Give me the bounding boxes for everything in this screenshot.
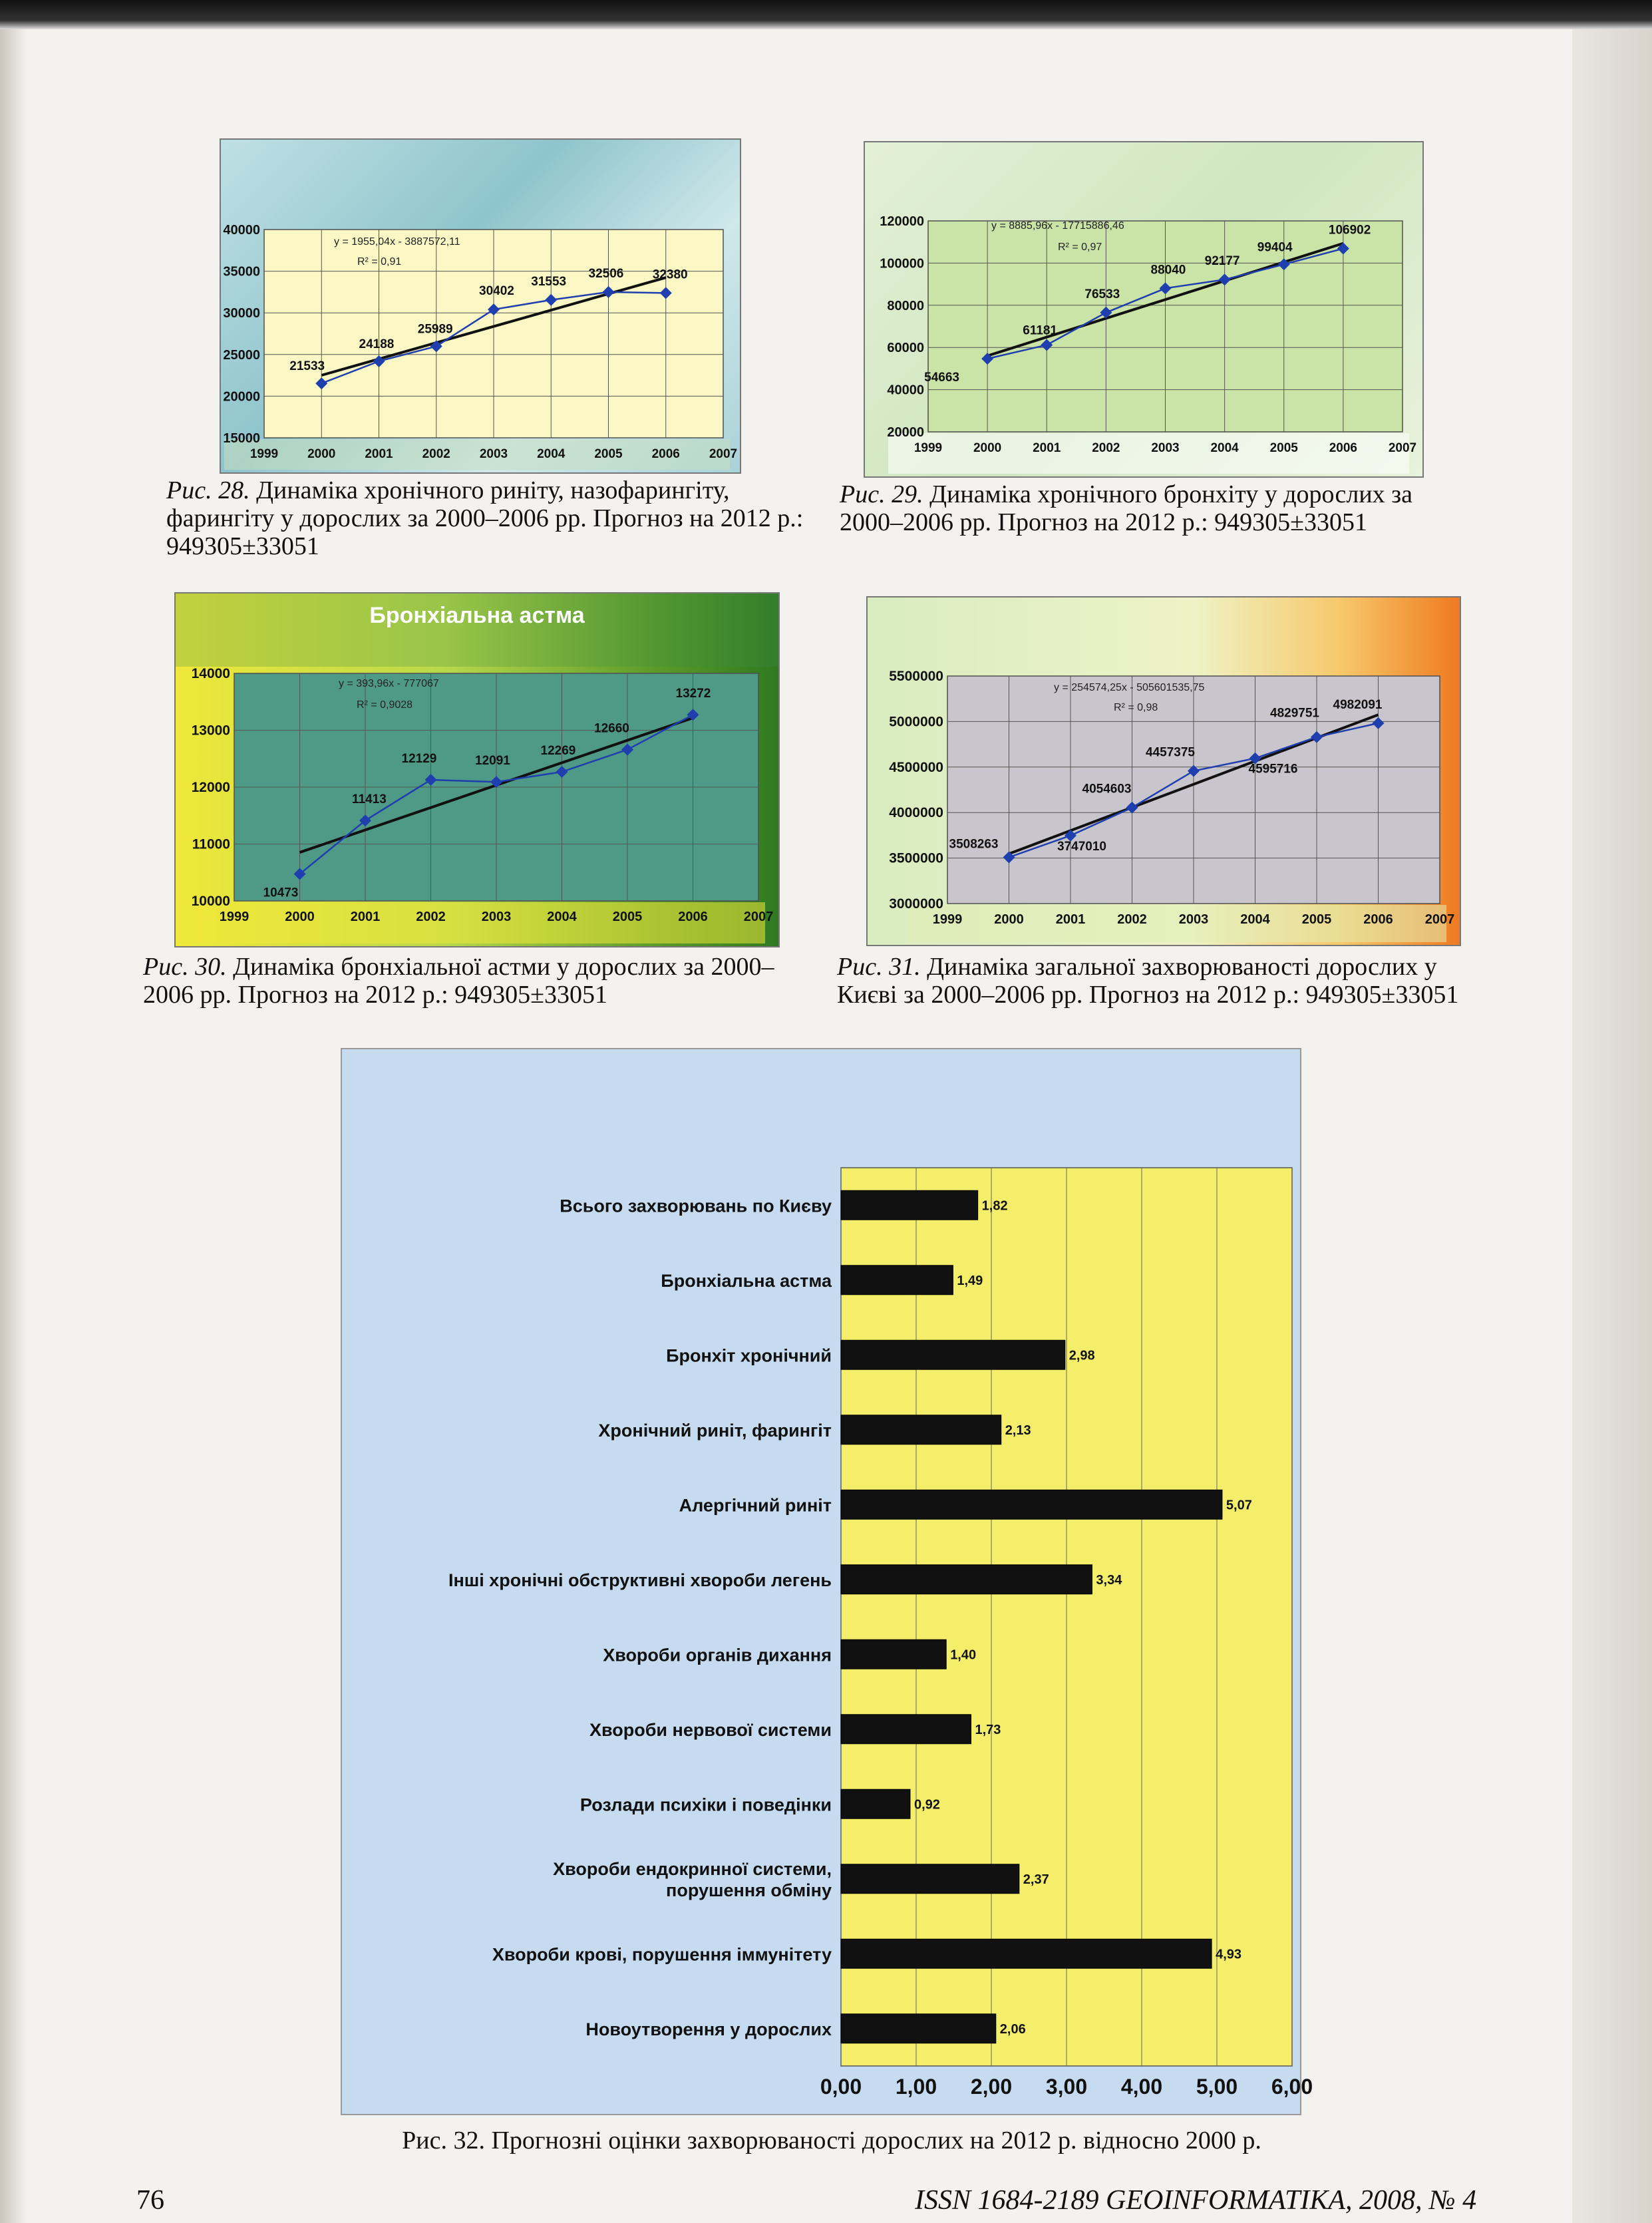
fig29-y-tick-label: 100000: [880, 256, 924, 271]
figure-31-number: Рис. 31.: [837, 953, 921, 981]
fig32-data-label: 3,34: [1096, 1572, 1122, 1588]
page-shadow-left: [0, 0, 27, 2223]
figure-31-caption: [837, 953, 1496, 1009]
fig31-data-label: 3508263: [949, 837, 999, 852]
figure-30-number: Рис. 30.: [143, 953, 227, 981]
fig28-y-tick-label: 30000: [223, 306, 260, 321]
fig32-category-label: Хвороби нервової системи: [589, 1719, 832, 1740]
fig31-data-label: 4595716: [1248, 762, 1298, 776]
fig31-x-tick-label: 2005: [1301, 912, 1332, 927]
fig28-data-label: 24188: [359, 337, 395, 351]
figure-30-caption: [143, 953, 802, 1009]
fig32-category-label: Розлади психіки і поведінки: [579, 1795, 832, 1815]
fig30-svg: [176, 594, 778, 946]
fig28-trend-r2: R² = 0,91: [357, 256, 402, 267]
scan-top-edge: [0, 0, 1652, 29]
fig29-data-label: 54663: [924, 371, 959, 385]
fig30-data-label: 11413: [352, 792, 387, 807]
fig32-category-label: Інші хронічні обструктивні хвороби легень: [448, 1570, 832, 1590]
fig28-data-label: 31553: [531, 274, 567, 289]
fig29-x-tick-label: 2005: [1269, 441, 1298, 455]
fig29-trend-equation: y = 8885,96x - 17715886,46: [991, 220, 1124, 232]
figure-29-chart: [864, 141, 1424, 478]
fig32-bar: [841, 1266, 953, 1295]
fig28-x-tick-label: 2004: [537, 447, 566, 461]
fig31-y-tick-label: 5000000: [889, 714, 943, 730]
fig32-x-tick-label: 6,00: [1271, 2075, 1313, 2099]
fig29-y-tick-label: 120000: [880, 214, 924, 229]
fig30-trend-equation: y = 393,96x - 777067: [339, 678, 439, 689]
fig32-data-label: 5,07: [1226, 1498, 1252, 1513]
fig32-bar: [841, 1415, 1001, 1445]
fig31-data-label: 4457375: [1146, 745, 1195, 760]
fig29-x-tick-label: 2007: [1388, 441, 1417, 455]
fig30-x-tick-label: 2001: [350, 910, 381, 924]
fig32-data-label: 1,82: [981, 1198, 1008, 1214]
fig32-data-label: 2,13: [1005, 1423, 1031, 1438]
page-number: 76: [136, 2185, 164, 2216]
fig32-category-label: Всього захворювань по Києву: [560, 1196, 832, 1216]
fig30-x-tick-label: 2002: [416, 910, 446, 924]
figure-30-text: Динаміка бронхіальної астми у дорослих за 2000–2006 рр. Прогноз на 2012 р.: 949305±33051: [143, 953, 774, 1009]
fig30-x-tick-label: 2000: [285, 910, 315, 924]
journal-footer: ISSN 1684-2189 GEOINFORMATIKA, 2008, № 4: [915, 2185, 1477, 2216]
fig30-data-label: 10473: [263, 886, 299, 900]
fig30-data-label: 12091: [475, 754, 510, 769]
fig28-data-label: 25989: [417, 322, 453, 337]
figure-29-number: Рис. 29.: [840, 480, 923, 508]
fig28-data-label: 32380: [652, 267, 688, 282]
fig28-data-label: 21533: [289, 359, 325, 374]
fig32-bar: [841, 1190, 978, 1220]
figure-31-text: Динаміка загальної захворюваності дорослих у Києві за 2000–2006 рр. Прогноз на 2012 р.: 949305±33051: [837, 953, 1459, 1009]
fig29-x-tick-label: 2002: [1092, 441, 1120, 455]
fig29-x-tick-label: 2006: [1329, 441, 1358, 455]
figure-32-chart: [341, 1048, 1313, 2115]
fig30-data-label: 12660: [594, 721, 629, 736]
fig31-data-label: 3747010: [1057, 839, 1106, 854]
fig30-y-tick-label: 14000: [191, 666, 230, 681]
fig32-data-label: 1,73: [975, 1722, 1001, 1737]
fig32-x-tick-label: 1,00: [895, 2075, 937, 2099]
fig28-data-label: 30402: [479, 284, 514, 299]
fig30-trend-r2: R² = 0,9028: [357, 699, 413, 711]
figure-28-caption: [166, 476, 805, 560]
fig31-svg: [868, 598, 1460, 945]
fig28-x-tick-label: 2002: [422, 447, 450, 461]
fig30-y-tick-label: 11000: [192, 836, 230, 852]
fig29-data-label: 92177: [1204, 254, 1240, 269]
figure-30-chart: [174, 592, 780, 947]
fig28-svg: [221, 140, 740, 472]
fig29-x-tick-label: 2001: [1033, 441, 1061, 455]
page-shadow-right: [1572, 0, 1652, 2223]
figure-28-chart: [220, 138, 741, 474]
fig28-x-tick-label: 2007: [709, 447, 738, 461]
fig31-x-tick-label: 1999: [932, 912, 963, 927]
fig32-bar: [841, 1864, 1019, 1894]
fig32-x-tick-label: 4,00: [1120, 2075, 1163, 2099]
figure-29-text: Динаміка хронічного бронхіту у дорослих за 2000–2006 рр. Прогноз на 2012 р.: 949305±33051: [840, 480, 1413, 536]
fig32-category-label: Хвороби органів дихання: [603, 1645, 832, 1665]
fig32-category-label: Новоутворення у дорослих: [585, 2019, 832, 2039]
fig30-data-label: 13272: [675, 687, 711, 701]
fig29-trend-r2: R² = 0,97: [1058, 242, 1102, 253]
fig32-x-tick-label: 3,00: [1045, 2075, 1088, 2099]
figure-32-text: Рис. 32. Прогнозні оцінки захворюваності дорослих на 2012 р. відносно 2000 р.: [402, 2127, 1261, 2154]
fig30-title: Бронхіальна астма: [369, 603, 585, 628]
fig32-bar: [841, 1789, 910, 1818]
fig32-bar: [841, 1340, 1065, 1369]
fig28-trend-equation: y = 1955,04x - 3887572,11: [334, 236, 460, 248]
fig29-x-tick-label: 2003: [1151, 441, 1180, 455]
fig29-x-tick-label: 2000: [973, 441, 1002, 455]
fig32-data-label: 2,06: [999, 2021, 1026, 2037]
fig29-data-label: 106902: [1328, 223, 1371, 238]
figure-32-caption: [359, 2127, 1304, 2154]
fig31-trend-r2: R² = 0,98: [1114, 702, 1158, 713]
fig32-bar: [841, 1715, 971, 1744]
fig32-bar: [841, 1490, 1222, 1519]
fig31-data-label: 4054603: [1082, 782, 1132, 796]
fig32-category-label: Бронхіт хронічний: [666, 1345, 832, 1366]
fig28-x-tick-label: 2003: [479, 447, 508, 461]
fig32-bar: [841, 1939, 1212, 1968]
fig31-x-tick-label: 2002: [1117, 912, 1147, 927]
fig30-y-tick-label: 10000: [191, 894, 230, 909]
fig28-y-tick-label: 15000: [223, 431, 260, 446]
fig31-x-tick-label: 2000: [994, 912, 1024, 927]
fig31-x-tick-label: 2003: [1178, 912, 1209, 927]
fig32-x-tick-label: 0,00: [820, 2075, 862, 2099]
fig29-y-tick-label: 20000: [887, 425, 924, 440]
fig29-data-label: 61181: [1023, 323, 1058, 338]
fig32-category-label: Бронхіальна астма: [661, 1270, 832, 1291]
fig31-x-tick-label: 2001: [1055, 912, 1086, 927]
fig29-data-label: 99404: [1257, 240, 1293, 255]
fig31-x-tick-label: 2004: [1240, 912, 1270, 927]
figure-29-caption: [840, 480, 1478, 536]
fig28-y-tick-label: 20000: [223, 389, 260, 405]
fig28-y-tick-label: 35000: [223, 264, 260, 279]
figure-31-chart: [866, 596, 1461, 946]
fig32-data-label: 1,40: [950, 1647, 977, 1663]
fig30-x-tick-label: 2003: [481, 910, 512, 924]
fig29-data-label: 76533: [1084, 287, 1120, 301]
fig31-data-label: 4982091: [1333, 697, 1383, 712]
fig32-category-label: порушення обміну: [666, 1880, 832, 1900]
fig32-bar: [841, 1639, 946, 1669]
fig30-x-tick-label: 2005: [612, 910, 643, 924]
fig31-y-tick-label: 3000000: [889, 896, 943, 912]
fig29-x-tick-label: 2004: [1210, 441, 1239, 455]
fig31-x-tick-label: 2007: [1424, 912, 1455, 927]
fig30-x-tick-label: 2007: [743, 910, 774, 924]
fig32-x-tick-label: 2,00: [970, 2075, 1013, 2099]
fig29-y-tick-label: 60000: [887, 341, 924, 356]
fig32-category-label: Алергічний риніт: [679, 1495, 832, 1516]
fig32-bar: [841, 1565, 1092, 1594]
fig28-x-tick-label: 2001: [365, 447, 393, 461]
fig32-category-label: Хвороби крові, порушення іммунітету: [492, 1944, 832, 1965]
fig31-trend-equation: y = 254574,25x - 505601535,75: [1054, 682, 1205, 693]
fig29-data-label: 88040: [1150, 263, 1186, 277]
fig30-x-tick-label: 2006: [678, 910, 708, 924]
fig32-data-label: 0,92: [913, 1797, 940, 1812]
fig28-y-tick-label: 25000: [223, 347, 260, 363]
fig30-y-tick-label: 12000: [191, 780, 230, 795]
fig30-y-tick-label: 13000: [191, 723, 230, 739]
figure-28-text: Динаміка хронічного риніту, назофарингіту, фарингіту у дорослих за 2000–2006 рр. Прогноз на 2012 р.: 949305±33051: [166, 476, 804, 560]
fig28-x-tick-label: 2005: [594, 447, 623, 461]
figure-28-number: Рис. 28.: [166, 476, 250, 504]
fig32-data-label: 2,98: [1069, 1348, 1095, 1363]
fig29-y-tick-label: 40000: [887, 383, 924, 398]
fig28-y-tick-label: 40000: [223, 223, 260, 238]
fig29-x-tick-label: 1999: [913, 441, 943, 455]
fig31-y-tick-label: 4500000: [889, 759, 943, 775]
fig32-data-label: 1,49: [957, 1273, 983, 1288]
fig32-data-label: 4,93: [1216, 1947, 1242, 1962]
fig30-data-label: 12269: [540, 744, 576, 759]
fig32-category-label: Хвороби ендокринної системи,: [553, 1858, 832, 1879]
fig30-x-tick-label: 1999: [219, 910, 249, 924]
fig28-data-label: 32506: [588, 266, 624, 281]
fig30-x-tick-label: 2004: [547, 910, 577, 924]
fig31-y-tick-label: 5500000: [889, 669, 943, 684]
fig29-y-tick-label: 80000: [887, 298, 924, 313]
fig28-x-tick-label: 2000: [307, 447, 336, 461]
fig29-svg: [865, 142, 1422, 476]
fig32-category-label: Хронічний риніт, фарингіт: [598, 1420, 832, 1441]
fig28-x-tick-label: 2006: [651, 447, 680, 461]
fig31-y-tick-label: 4000000: [889, 805, 943, 821]
fig30-data-label: 12129: [401, 751, 437, 766]
fig32-x-tick-label: 5,00: [1196, 2075, 1238, 2099]
fig31-x-tick-label: 2006: [1363, 912, 1393, 927]
fig32-bar: [841, 2014, 996, 2043]
fig32-data-label: 2,37: [1023, 1872, 1049, 1887]
fig32-svg: [342, 1049, 1313, 2114]
fig31-data-label: 4829751: [1270, 706, 1319, 721]
fig28-x-tick-label: 1999: [249, 447, 279, 461]
fig31-y-tick-label: 3500000: [889, 850, 943, 866]
